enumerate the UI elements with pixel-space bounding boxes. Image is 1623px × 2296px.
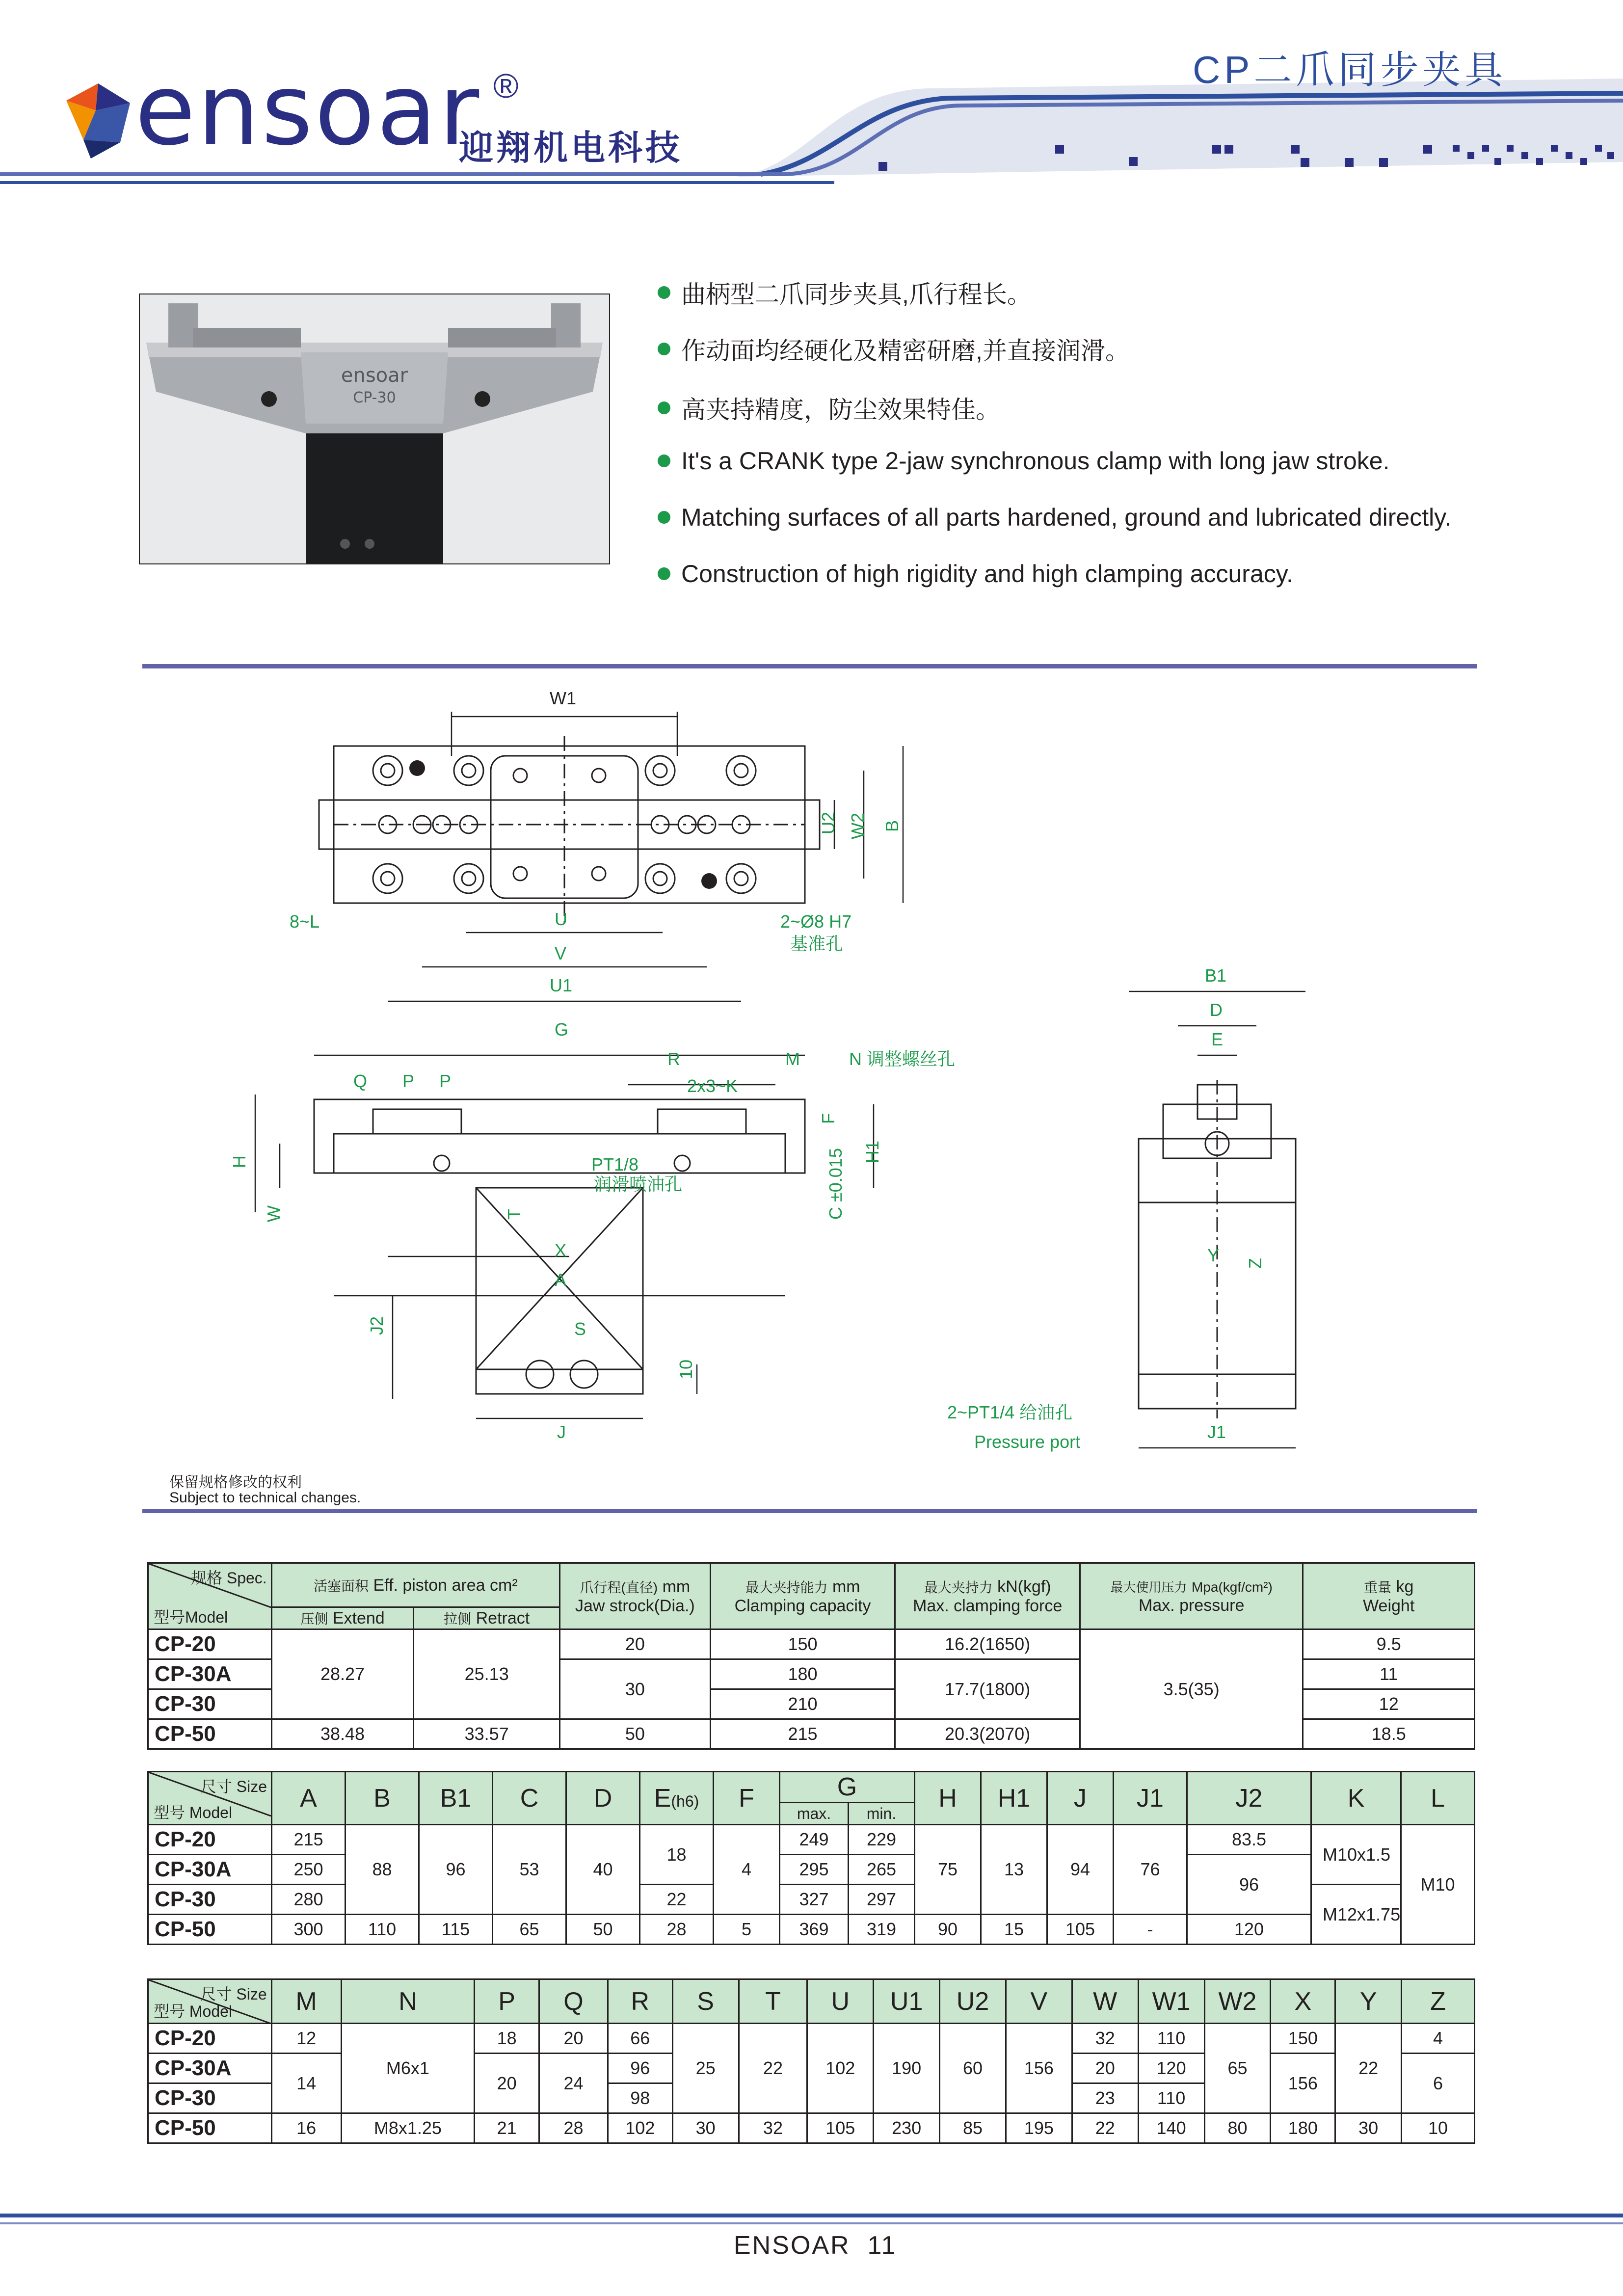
cell-K: M12x1.75: [1311, 1885, 1401, 1945]
cell-Y: 30: [1335, 2113, 1402, 2143]
col-header: H: [915, 1772, 981, 1825]
header-weight: 重量 kg Weight: [1303, 1563, 1475, 1629]
cell-G-max: 327: [780, 1885, 849, 1915]
col-header: W1: [1138, 1979, 1204, 2024]
model-cell: CP-50: [148, 1915, 272, 1945]
cell-Z: 6: [1402, 2054, 1475, 2113]
cell-W2: 80: [1204, 2113, 1271, 2143]
cell-G-min: 319: [849, 1915, 915, 1945]
cell-F: 4: [714, 1825, 780, 1915]
capacity-value: 210: [710, 1689, 895, 1719]
photo-engraving-brand: ensoar: [341, 364, 408, 387]
header-piston-area: 活塞面积 Eff. piston area cm²: [271, 1563, 559, 1607]
stroke-value: 20: [560, 1629, 711, 1659]
footer-line: [0, 2214, 1623, 2217]
cell-Q: 24: [539, 2054, 608, 2113]
svg-text:C ±0.015: C ±0.015: [825, 1148, 846, 1220]
cell-W: 22: [1072, 2113, 1138, 2143]
cell-G-min: 229: [849, 1825, 915, 1855]
svg-text:B: B: [882, 820, 902, 832]
registered-mark: ®: [493, 67, 519, 105]
svg-text:R: R: [667, 1049, 680, 1069]
cell-W: 20: [1072, 2054, 1138, 2083]
dimension-table-2: [147, 1978, 1475, 2144]
stroke-value: 50: [560, 1719, 711, 1749]
capacity-value: 215: [710, 1719, 895, 1749]
cell-M: 12: [271, 2024, 341, 2054]
header-retract: 拉侧 Retract: [414, 1607, 560, 1629]
retract-value: 33.57: [414, 1719, 560, 1749]
svg-text:S: S: [574, 1319, 586, 1339]
cell-J1: -: [1114, 1915, 1187, 1945]
spec-table: [147, 1562, 1475, 1750]
bullet-icon: [658, 401, 670, 414]
svg-text:J2: J2: [367, 1316, 387, 1335]
table-corner: 尺寸 Size 型号 Model: [148, 1772, 272, 1825]
cell-U: 105: [807, 2113, 874, 2143]
bullet-icon: [658, 454, 670, 467]
svg-text:G: G: [555, 1019, 569, 1040]
divider: [142, 1509, 1477, 1513]
svg-text:P: P: [439, 1071, 452, 1091]
cell-W: 32: [1072, 2024, 1138, 2054]
cell-R: 66: [608, 2024, 672, 2054]
model-cell: CP-30: [148, 1689, 272, 1719]
col-header: T: [739, 1979, 807, 2024]
cell-F: 5: [714, 1915, 780, 1945]
col-header: V: [1006, 1979, 1072, 2024]
cell-L: M10: [1401, 1825, 1475, 1945]
bullet-icon: [658, 286, 670, 299]
model-cell: CP-30A: [148, 1855, 272, 1885]
cell-M: 16: [271, 2113, 341, 2143]
feature-item: 曲柄型二爪同步夹具,爪行程长。: [658, 275, 1032, 310]
svg-text:U: U: [555, 909, 567, 929]
col-header: R: [608, 1979, 672, 2024]
svg-text:2x3~K: 2x3~K: [687, 1076, 738, 1096]
cell-D: 40: [566, 1825, 640, 1915]
product-photo: [139, 294, 610, 564]
cell-T: 22: [739, 2024, 807, 2113]
photo-engraving-model: CP-30: [353, 389, 396, 406]
dimension-table-1: [147, 1771, 1475, 1945]
cell-B: 110: [346, 1915, 419, 1945]
cell-X: 156: [1271, 2054, 1335, 2113]
cell-P: 20: [475, 2054, 539, 2113]
col-header: J1: [1114, 1772, 1187, 1825]
model-cell: CP-20: [148, 2024, 272, 2054]
weight-value: 18.5: [1303, 1719, 1475, 1749]
col-header: Q: [539, 1979, 608, 2024]
table-corner: 规格 Spec. 型号Model: [148, 1563, 272, 1629]
technical-drawing: [0, 672, 1623, 1482]
cell-W1: 110: [1138, 2024, 1204, 2054]
cell-E: 28: [640, 1915, 714, 1945]
col-subheader: max.: [780, 1803, 849, 1825]
cell-J2: 120: [1187, 1915, 1311, 1945]
svg-text:M: M: [785, 1049, 800, 1069]
cell-R: 102: [608, 2113, 672, 2143]
model-cell: CP-20: [148, 1825, 272, 1855]
svg-text:B1: B1: [1205, 965, 1227, 986]
svg-text:W2: W2: [848, 813, 868, 839]
svg-text:2~PT1/4 给油孔: 2~PT1/4 给油孔: [947, 1402, 1073, 1422]
cell-E: 18: [640, 1825, 714, 1885]
cell-G-min: 265: [849, 1855, 915, 1885]
brand-name: ensoar: [135, 53, 481, 167]
bullet-icon: [658, 343, 670, 355]
cell-A: 300: [272, 1915, 346, 1945]
cell-V: 195: [1006, 2113, 1072, 2143]
svg-text:8~L: 8~L: [290, 911, 320, 932]
svg-text:2~Ø8 H7: 2~Ø8 H7: [780, 911, 852, 932]
col-header: M: [271, 1979, 341, 2024]
cell-N: M8x1.25: [341, 2113, 475, 2143]
retract-value: 25.13: [414, 1629, 560, 1719]
cell-Y: 22: [1335, 2024, 1402, 2113]
cell-N: M6x1: [341, 2024, 475, 2113]
feature-item: It's a CRANK type 2-jaw synchronous clamp with long jaw stroke.: [658, 447, 1389, 475]
svg-text:Q: Q: [353, 1071, 368, 1091]
cell-Z: 4: [1402, 2024, 1475, 2054]
notice-en: Subject to technical changes.: [169, 1490, 361, 1506]
force-value: 17.7(1800): [895, 1659, 1080, 1719]
cell-B1: 115: [419, 1915, 493, 1945]
bullet-icon: [658, 567, 670, 580]
svg-text:T: T: [504, 1209, 524, 1220]
cell-G-max: 295: [780, 1855, 849, 1885]
cell-Q: 28: [539, 2113, 608, 2143]
cell-W1: 140: [1138, 2113, 1204, 2143]
col-header: K: [1311, 1772, 1401, 1825]
header-stroke: 爪行程(直径) mm Jaw strock(Dia.): [560, 1563, 711, 1629]
svg-text:PT1/8: PT1/8: [591, 1154, 639, 1175]
col-header: S: [672, 1979, 739, 2024]
cell-S: 30: [672, 2113, 739, 2143]
col-header: W2: [1204, 1979, 1271, 2024]
col-header: U1: [874, 1979, 940, 2024]
cell-P: 21: [475, 2113, 539, 2143]
cell-J2: 96: [1187, 1855, 1311, 1915]
model-cell: CP-30: [148, 1885, 272, 1915]
svg-text:W1: W1: [550, 688, 576, 708]
extend-value: 38.48: [271, 1719, 414, 1749]
cell-A: 215: [272, 1825, 346, 1855]
force-value: 20.3(2070): [895, 1719, 1080, 1749]
cell-B: 88: [346, 1825, 419, 1915]
header-capacity: 最大夹持能力 mm Clamping capacity: [710, 1563, 895, 1629]
svg-text:A: A: [555, 1270, 567, 1290]
col-header: Y: [1335, 1979, 1402, 2024]
svg-text:基准孔: 基准孔: [790, 934, 844, 954]
col-header: G: [780, 1772, 915, 1803]
cell-R: 98: [608, 2083, 672, 2113]
brand-logo-icon: [61, 81, 135, 160]
col-header: A: [272, 1772, 346, 1825]
company-name: 迎翔机电科技: [459, 129, 683, 167]
svg-text:Z: Z: [1245, 1258, 1265, 1269]
svg-text:U2: U2: [818, 811, 838, 834]
cell-C: 53: [493, 1825, 566, 1915]
cell-K: M10x1.5: [1311, 1825, 1401, 1885]
col-header: P: [475, 1979, 539, 2024]
svg-text:V: V: [555, 943, 567, 963]
col-header: N: [341, 1979, 475, 2024]
feature-item: 高夹持精度，防尘效果特佳。: [658, 390, 1000, 426]
cell-W2: 65: [1204, 2024, 1271, 2113]
svg-text:E: E: [1211, 1029, 1224, 1049]
bullet-icon: [658, 511, 670, 524]
svg-text:W: W: [264, 1205, 284, 1222]
stroke-value: 30: [560, 1659, 711, 1719]
cell-P: 18: [475, 2024, 539, 2054]
cell-U1: 190: [874, 2024, 940, 2113]
cell-C: 65: [493, 1915, 566, 1945]
capacity-value: 180: [710, 1659, 895, 1689]
col-header: Z: [1402, 1979, 1475, 2024]
header-extend: 压侧 Extend: [271, 1607, 414, 1629]
svg-text:U1: U1: [550, 975, 573, 995]
cell-H: 90: [915, 1915, 981, 1945]
footer-line-thin: [0, 2222, 1623, 2224]
weight-value: 11: [1303, 1659, 1475, 1689]
col-header: U: [807, 1979, 874, 2024]
col-header: H1: [981, 1772, 1047, 1825]
cell-W1: 110: [1138, 2083, 1204, 2113]
cell-G-max: 369: [780, 1915, 849, 1945]
svg-text:P: P: [402, 1071, 415, 1091]
svg-text:J1: J1: [1207, 1422, 1226, 1442]
weight-value: 12: [1303, 1689, 1475, 1719]
cell-T: 32: [739, 2113, 807, 2143]
cell-A: 280: [272, 1885, 346, 1915]
col-header: L: [1401, 1772, 1475, 1825]
col-header: C: [493, 1772, 566, 1825]
cell-J2: 83.5: [1187, 1825, 1311, 1855]
force-value: 16.2(1650): [895, 1629, 1080, 1659]
cell-A: 250: [272, 1855, 346, 1885]
cell-S: 25: [672, 2024, 739, 2113]
model-cell: CP-20: [148, 1629, 272, 1659]
svg-text:F: F: [818, 1113, 838, 1124]
svg-text:Y: Y: [1207, 1245, 1220, 1265]
cell-U: 102: [807, 2024, 874, 2113]
cell-J: 94: [1047, 1825, 1114, 1915]
svg-text:H: H: [229, 1155, 249, 1168]
svg-text:Pressure port: Pressure port: [974, 1432, 1081, 1452]
cell-H1: 15: [981, 1915, 1047, 1945]
cell-D: 50: [566, 1915, 640, 1945]
header-pressure: 最大使用压力 Mpa(kgf/cm²) Max. pressure: [1080, 1563, 1303, 1629]
col-header: F: [714, 1772, 780, 1825]
model-cell: CP-30A: [148, 1659, 272, 1689]
cell-V: 156: [1006, 2024, 1072, 2113]
col-header: D: [566, 1772, 640, 1825]
cell-Z: 10: [1402, 2113, 1475, 2143]
svg-text:润滑喷油孔: 润滑喷油孔: [594, 1174, 683, 1194]
col-header: U2: [940, 1979, 1006, 2024]
col-header: B1: [419, 1772, 493, 1825]
col-subheader: min.: [849, 1803, 915, 1825]
cell-M: 14: [271, 2054, 341, 2113]
svg-text:X: X: [555, 1240, 567, 1260]
cell-G-min: 297: [849, 1885, 915, 1915]
svg-text:D: D: [1210, 1000, 1223, 1020]
cell-U1: 230: [874, 2113, 940, 2143]
col-header: E(h6): [640, 1772, 714, 1825]
cell-B1: 96: [419, 1825, 493, 1915]
svg-text:J: J: [557, 1422, 566, 1442]
weight-value: 9.5: [1303, 1629, 1475, 1659]
cell-U2: 60: [940, 2024, 1006, 2113]
svg-text:10: 10: [676, 1359, 696, 1379]
capacity-value: 150: [710, 1629, 895, 1659]
col-header: J: [1047, 1772, 1114, 1825]
svg-text:H1: H1: [862, 1140, 882, 1163]
cell-J: 105: [1047, 1915, 1114, 1945]
cell-X: 180: [1271, 2113, 1335, 2143]
svg-text:N 调整螺丝孔: N 调整螺丝孔: [849, 1049, 956, 1069]
notice-cn: 保留规格修改的权利: [169, 1474, 302, 1491]
col-header: B: [346, 1772, 419, 1825]
cell-U2: 85: [940, 2113, 1006, 2143]
cell-E: 22: [640, 1885, 714, 1915]
feature-item: Construction of high rigidity and high clamping accuracy.: [658, 560, 1293, 588]
cell-H: 75: [915, 1825, 981, 1915]
page-footer: ENSOAR 11: [734, 2231, 897, 2260]
model-cell: CP-50: [148, 1719, 272, 1749]
model-cell: CP-30A: [148, 2054, 272, 2083]
pressure-value: 3.5(35): [1080, 1629, 1303, 1749]
cell-W1: 120: [1138, 2054, 1204, 2083]
cell-R: 96: [608, 2054, 672, 2083]
extend-value: 28.27: [271, 1629, 414, 1719]
cell-X: 150: [1271, 2024, 1335, 2054]
col-header: X: [1271, 1979, 1335, 2024]
model-cell: CP-50: [148, 2113, 272, 2143]
cell-W: 23: [1072, 2083, 1138, 2113]
feature-item: 作动面均经硬化及精密研磨,并直接润滑。: [658, 331, 1130, 367]
catalog-title: CP二爪同步夹具: [1193, 48, 1507, 91]
header-force: 最大夹持力 kN(kgf) Max. clamping force: [895, 1563, 1080, 1629]
feature-item: Matching surfaces of all parts hardened, ground and lubricated directly.: [658, 503, 1451, 532]
col-header: W: [1072, 1979, 1138, 2024]
table-corner: 尺寸 Size 型号 Model: [148, 1979, 272, 2024]
cell-J1: 76: [1114, 1825, 1187, 1915]
model-cell: CP-30: [148, 2083, 272, 2113]
cell-Q: 20: [539, 2024, 608, 2054]
cell-H1: 13: [981, 1825, 1047, 1915]
cell-G-max: 249: [780, 1825, 849, 1855]
col-header: J2: [1187, 1772, 1311, 1825]
divider: [142, 664, 1477, 668]
